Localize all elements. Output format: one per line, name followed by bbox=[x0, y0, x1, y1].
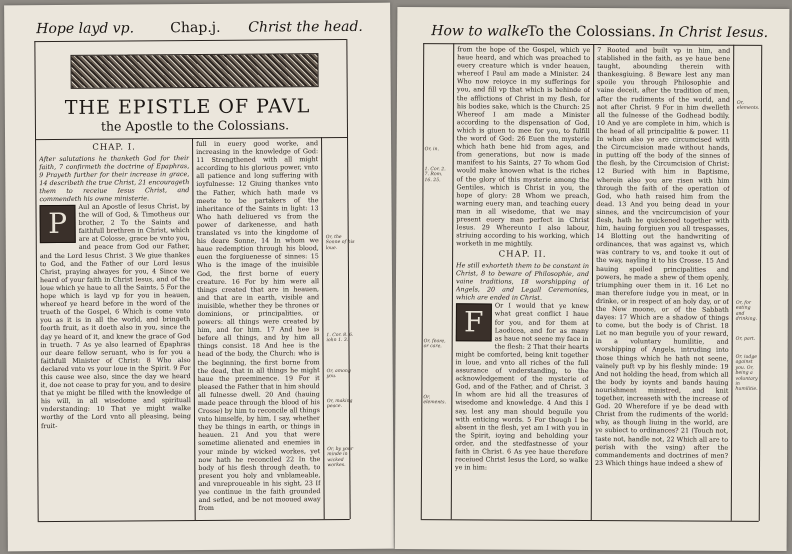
chapter-heading: CHAP. I. bbox=[92, 142, 136, 153]
verse-text: Aul an Apostle of Iesus Christ, by the will of God, & Timotheus our brother, 2 To the Saints and faithfull brethren in Christ, which are at Colosse, grace be vnto you, and peace from God our Father, and the Lord Iesus Christ. 3 We giue thankes to God, and the Father of our Lord Iesus Christ, praying alwayes for you, 4 Since we heard of your faith in Christ Iesus, and of the loue which ye haue to all the Saints, 5 For the hope which is layd vp for you in heauen, whereof ye heard before in the word of the trueth of the Gospel, 6 Which is come vnto you as it is in all the world, and bringeth foorth fruit, as it doeth also in you, since the day ye heard of it, and knew the grace of God in trueth. 7 As ye also learned of Epaphras our deare fellow seruant, who is for you a faithfull Minister of Christ: 8 Who also declared vnto vs your loue in the Spirit. 9 For this cause wee also, since the day we heard it, doe not cease to pray for you, and to desire that ye might be filled with the knowledge of his will, in all wisedome and spirituall vnderstanding: 10 That ye might walke worthy of the Lord vnto all pleasing, being fruit- bbox=[39, 202, 192, 430]
running-head-left: How to walke bbox=[431, 23, 529, 40]
column-left bbox=[455, 45, 590, 518]
column-right bbox=[196, 139, 321, 518]
running-head-center: Chap.j. bbox=[170, 19, 221, 37]
epistle-subtitle: the Apostle to the Colossians. bbox=[100, 117, 290, 134]
margin-rule bbox=[451, 43, 454, 519]
margin-note: Or, for eating and drinking. bbox=[735, 300, 757, 323]
margin-note: Or, iudge against you. Or, being a voluntary in humilitie. bbox=[735, 354, 758, 393]
verse-text: 7 Rooted and built vp in him, and stablished in the faith, as ye haue bene taught, abounding therein with thankesgiuing. 8 Beware lest any man spoile you through Philosophie and vaine deceit, after the tradition of men, after the rudiments of the world, and not after Christ. 9 For in him dwelleth all the fulnesse of the Godhead bodily. 10 And ye are complete in him, which is the head of all principalitie & power. 11 In whom also ye are circumcised with the Circumcision made without hands, in putting off the body of the sinnes of the flesh, by the Circumcision of Christ: 12 Buried with him in Baptisme, wherein also you are risen with him through the faith of the operation of God, who hath raised him from the dead. 13 And you being dead in your sinnes, and the vncircumcision of your flesh, hath he quickened together with him, hauing forgiuen you all trespasses, 14 Blotting out the handwriting of ordinances, that was against vs, which was contrary to vs, and tooke it out of the way, nayling it to his Crosse. 15 And hauing spoiled principalities and powers, he made a shew of them openly, triumphing ouer them in it. 16 Let no man therefore iudge you in meat, or in drinke, or in respect of an holy day, or of the New moone, or of the Sabbath dayes: 17 Which are a shadow of things to come, but the body is of Christ. 18 Let no man beguile you of your reward, in a voluntary humilitie, and worshipping of Angels, intruding into those things which he hath not seene, vainely puft vp by his fleshly minde: 19 And not holding the head, from which all the body by ioynts and bands hauing nourishment ministred, and knit together, increaseth with the increase of God. 20 Wherefore if ye be dead with Christ from the rudiments of the world: why, as though liuing in the world, are ye subiect to ordinances? 21 (Touch not, taste not, handle not, 22 Which all are to perish with the vsing) after the commandements and doctrines of men? 23 Which things haue indeed a shew of bbox=[595, 46, 731, 468]
verse-text: from the hope of the Gospel, which ye haue heard, and which was preached to euery creature which is vnder heauen, whereof I Paul am made a Minister. 24 Who now reioyce in my sufferings for you, and fill vp that which is behinde of the afflictions of Christ in my flesh, for his bodies sake, which is the Church: 25 Whereof I am made a Minister according to the dispensation of God, which is giuen to mee for you, to fulfill the word of God: 26 Euen the mysterie which hath bene hid from ages, and from generations, but now is made manifest to his Saints, 27 To whom God would make knowen what is the riches of the glory of this mysterie among the Gentiles, which is Christ in you, the hope of glory: 28 Whom we preach, warning euery man, and teaching euery man in all wisedome, that we may present euery man perfect in Christ Iesus. 29 Whereunto I also labour, striuing according to his working, which worketh in me mightily. bbox=[456, 45, 591, 248]
footer-rule bbox=[38, 519, 350, 522]
running-head-center: To the Colossians. bbox=[527, 23, 656, 41]
footer-rule bbox=[421, 519, 759, 522]
margin-rule bbox=[731, 45, 734, 521]
margin-note: Or, the Sonne of his loue. bbox=[325, 235, 355, 251]
verse-text: Or I would that ye knew what great conflict I haue for you, and for them at Laodicea, and for as many as haue not seene my face in the flesh: 2 That their hearts might be comforted, being knit together in loue, and vnto all riches of the full assurance of vnderstanding, to the acknowledgement of the mysterie of God, and of the Father, and of Christ. 3 In whom are hid all the treasures of wisedome and knowledge. 4 And this I say, lest any man should beguile you with enticing words. 5 For though I be absent in the flesh, yet am I with you in the Spirit, ioying and beholding your order, and the stedfastnesse of your faith in Christ. 6 As yee haue therefore receiued Christ Iesus the Lord, so walke ye in him: bbox=[454, 301, 589, 472]
chapter-summary: He still exhorteth them to be constant in Christ, 8 to beware of Philosophie, and vaine traditions, 18 worshipping of Angels, 20 and Legall Ceremonies, which are ended in Christ. bbox=[455, 261, 590, 303]
margin-note: Or, elements. bbox=[423, 395, 446, 406]
running-head-right: Christ the head. bbox=[248, 18, 363, 36]
header-rule bbox=[34, 39, 346, 42]
left-border-rule bbox=[34, 41, 38, 521]
running-head-left: Hope layd vp. bbox=[36, 20, 135, 38]
running-head-right: In Christ Iesus. bbox=[659, 24, 769, 41]
margin-note: 1. Cor. 2. 7. Rom. 16. 25. bbox=[424, 167, 446, 184]
woodcut-ornament bbox=[70, 53, 318, 89]
decorated-initial-p: P bbox=[39, 205, 75, 243]
column-left bbox=[39, 140, 192, 519]
decorated-initial-f: F bbox=[456, 304, 492, 342]
left-page bbox=[4, 3, 394, 552]
margin-note: Or, by your minde in wicked workes. bbox=[327, 446, 354, 469]
column-divider bbox=[591, 44, 594, 520]
margin-note: Or, elements. bbox=[736, 100, 760, 112]
epistle-title: THE EPISTLE OF PAVL bbox=[64, 95, 311, 119]
right-page bbox=[395, 7, 790, 551]
margin-note: Or, making peace. bbox=[326, 398, 353, 410]
chapter-heading: CHAP. II. bbox=[498, 249, 547, 261]
margin-note: Or, feare, or care. bbox=[423, 339, 446, 350]
right-border-rule bbox=[759, 45, 762, 521]
left-border-rule bbox=[421, 43, 424, 519]
verse-text: full in euery good worke, and increasing in the knowledge of God: 11 Strengthened with all might according to his glorious power, vnto all patience and long suffering with ioyfulnesse: 12 Giuing thankes vnto the Father, which hath made vs meete to be partakers of the inheritance of the Saints in light: 13 Who hath deliuered vs from the power of darkenesse, and hath translated vs into the kingdome of his deare Sonne, 14 In whom we haue redemption through his blood, euen the forgiuenesse of sinnes: 15 Who is the image of the inuisible God, the first borne of euery creature. 16 For by him were all things created that are in heauen, and that are in earth, visible and inuisible, whether they be thrones or dominions, or principalities, or powers: all things were created by him, and for him. 17 And hee is before all things, and by him all things consist. 18 And hee is the head of the body, the Church: who is the beginning, the first borne from the dead, that in all things he might haue the preeminence. 19 For it pleased the Father that in him should all fulnesse dwell. 20 And (hauing made peace through the blood of his Crosse) by him to reconcile all things vnto himselfe, by him, I say, whether they be things in earth, or things in heauen. 21 And you that were sometime alienated and enemies in your minde by wicked workes, yet now hath he reconciled 22 In the body of his flesh through death, to present you holy and vnblameable, and vnreproueable in his sight, 23 If yee continue in the faith grounded and setled, and be not mooued away from bbox=[196, 139, 321, 513]
margin-note: Or, among you. bbox=[326, 368, 351, 380]
margin-note: 1. Cor. 8. 6. iohn 1. 3. bbox=[326, 332, 354, 344]
margin-note: Or, part. bbox=[735, 336, 756, 342]
column-divider bbox=[192, 138, 196, 520]
column-right bbox=[595, 46, 730, 519]
margin-note: Or, in. bbox=[424, 147, 439, 153]
chapter-summary: After salutations he thanketh God for their faith, 7 confirmeth the doctrine of Epaphras, 9 Prayeth further for their increase in grace, 14 describeth the true Christ, 21 encourageth them to receiue Iesus Christ, and commendeth his owne ministerie. bbox=[39, 154, 190, 204]
margin-rule bbox=[321, 137, 325, 519]
